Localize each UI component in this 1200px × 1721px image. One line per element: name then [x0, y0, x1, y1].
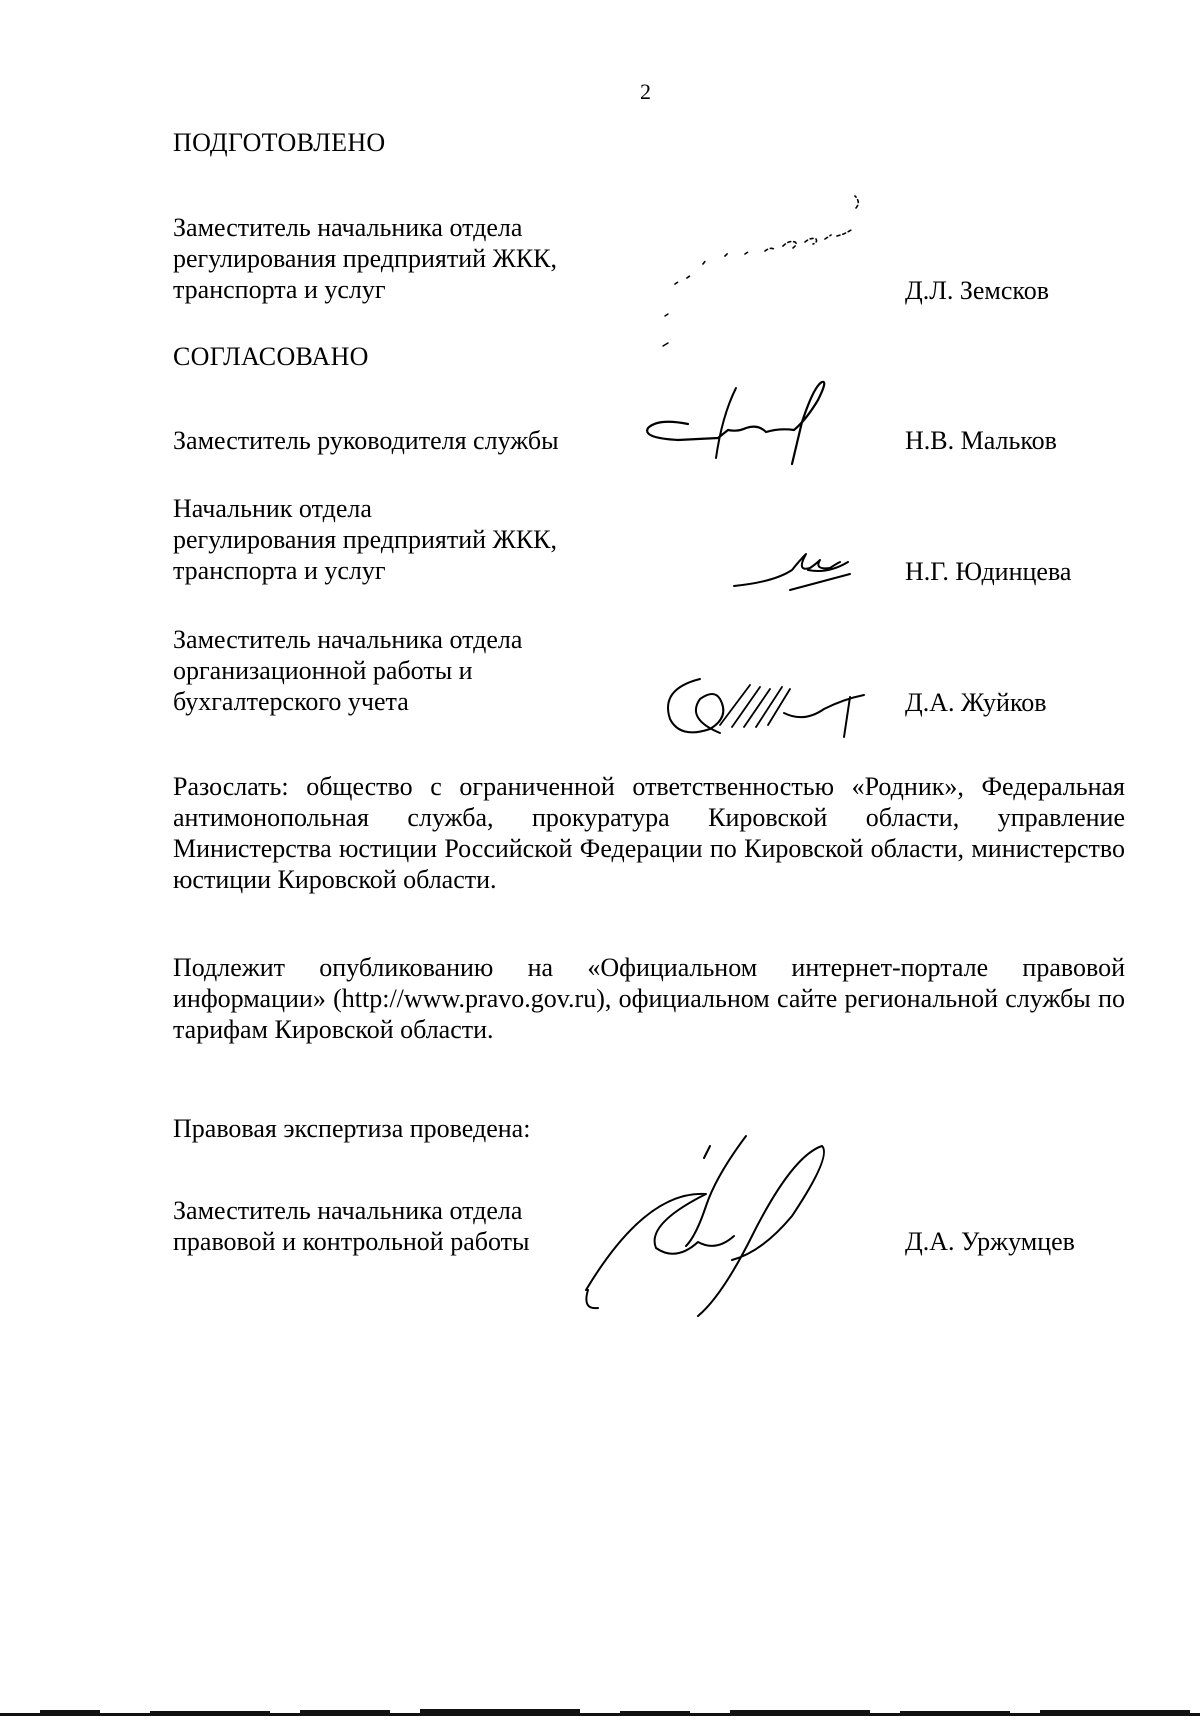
position-line: Заместитель начальника отдела: [173, 213, 523, 242]
legal-review-position: [173, 1195, 529, 1257]
position-line: организационной работы и: [173, 656, 473, 685]
position-line: регулирования предприятий ЖКК,: [173, 244, 558, 273]
signature-urzhumtsev: [570, 1130, 910, 1310]
position-line: Заместитель начальника отдела: [173, 1196, 523, 1225]
signature-zhuikov: [660, 665, 890, 745]
distribution-text: Разослать: общество с ограниченной ответственностью «Родник», Федеральная антимонопольная служба, прокуратура Кировской области, управление Министерства юстиции Российской Федерации по Кировской области, министерство юстиции Кировской области.: [173, 772, 1125, 894]
prepared-heading: ПОДГОТОВЛЕНО: [173, 128, 386, 157]
position-line: регулирования предприятий ЖКК,: [173, 525, 558, 554]
page-number: 2: [640, 79, 651, 104]
agreed-heading: СОГЛАСОВАНО: [173, 342, 369, 371]
signatory-name: Н.Г. Юдинцева: [905, 557, 1072, 586]
position-line: транспорта и услуг: [173, 275, 386, 304]
distribution-paragraph: [173, 771, 1125, 895]
signatory-position: [173, 624, 522, 717]
signatory-position: [173, 425, 559, 456]
prepared-name: Д.Л. Земсков: [905, 276, 1050, 305]
signature-yudintseva: [730, 540, 870, 600]
signature-malkov: [640, 378, 910, 478]
publication-text: Подлежит опубликованию на «Официальном интернет-портале правовой информации» (http://www.pravo.gov.ru), официальном сайте региональной службы по тарифам Кировской области.: [173, 953, 1125, 1044]
signatory-name: Д.А. Жуйков: [905, 688, 1047, 717]
position-line: правовой и контрольной работы: [173, 1227, 530, 1256]
prepared-position: [173, 212, 557, 305]
signature-zemskov: [655, 196, 955, 326]
position-line: бухгалтерского учета: [173, 687, 409, 716]
publication-paragraph: [173, 952, 1125, 1045]
legal-review-heading: Правовая экспертиза проведена:: [173, 1114, 531, 1143]
legal-review-name: Д.А. Уржумцев: [905, 1227, 1075, 1256]
signatory-position: [173, 493, 557, 586]
position-line: Заместитель руководителя службы: [173, 426, 559, 455]
signatory-name: Н.В. Мальков: [905, 426, 1057, 455]
position-line: транспорта и услуг: [173, 556, 386, 585]
position-line: Начальник отдела: [173, 494, 372, 523]
scan-edge-strip: [0, 1704, 1200, 1721]
position-line: Заместитель начальника отдела: [173, 625, 523, 654]
